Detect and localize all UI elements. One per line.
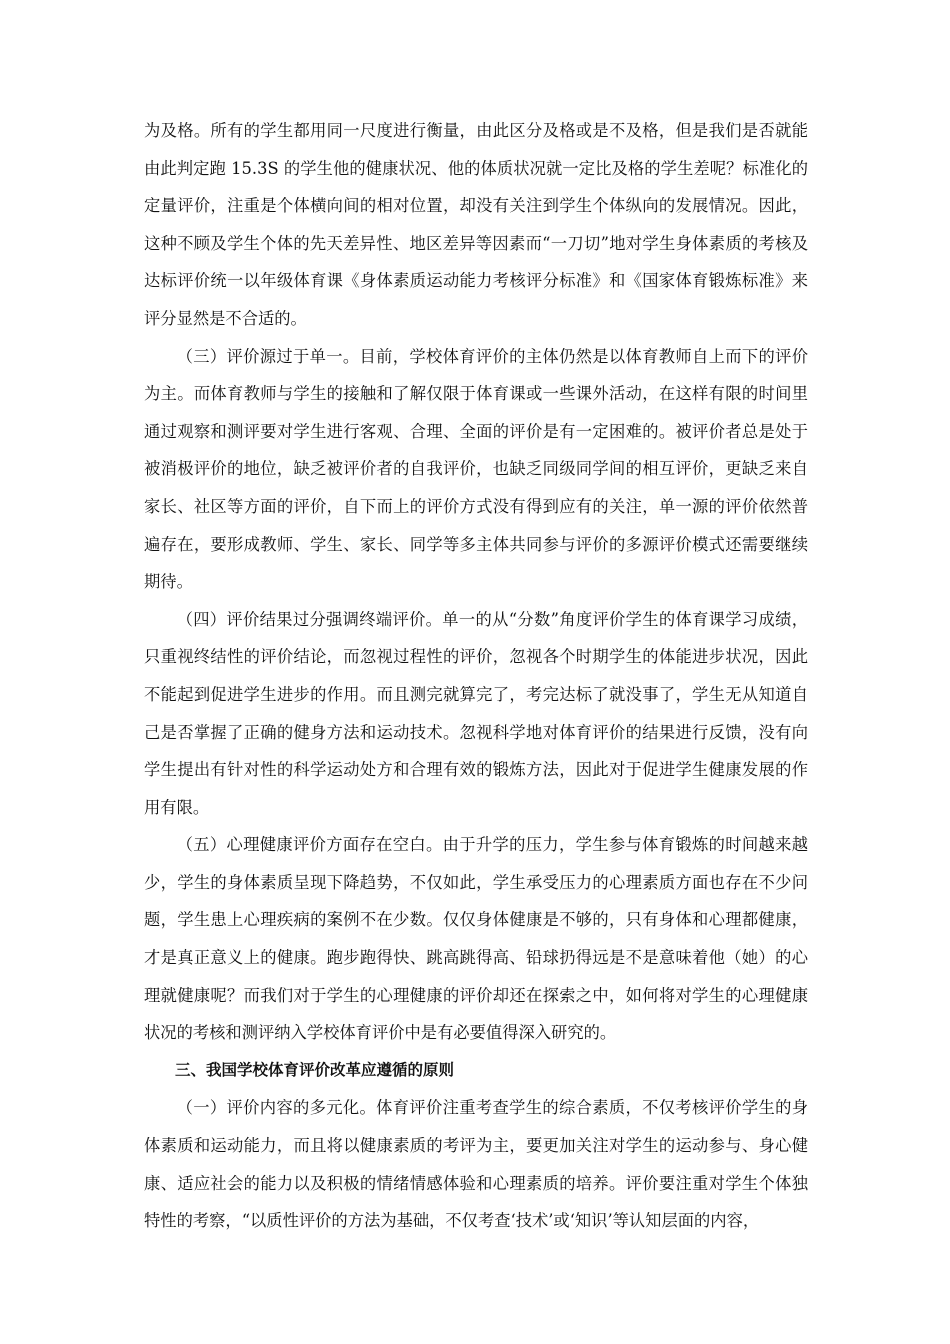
section-heading: 三、我国学校体育评价改革应遵循的原则	[175, 1060, 455, 1079]
paragraph-content-diversification: （一）评价内容的多元化。体育评价注重考查学生的综合素质，不仅考核评价学生的身体素质和运动能力，而且将以健康素质的考评为主，要更加关注对学生的运动参与、身心健康、适应社会的能力以及积极的情绪情感体验和心理素质的培养。评价要注重对学生个体独特性的考察，“以质性评价的方法为基础，不仅考查‘技术’或‘知识’等认知层面的内容，	[144, 1098, 808, 1231]
paragraph-mental-health: （五）心理健康评价方面存在空白。由于升学的压力，学生参与体育锻炼的时间越来越少，学生的身体素质呈现下降趋势，不仅如此，学生承受压力的心理素质方面也存在不少问题，学生患上心理疾病的案例不在少数。仅仅身体健康是不够的，只有身体和心理都健康，才是真正意义上的健康。跑步跑得快、跳高跳得高、铅球扔得远是不是意味着他（她）的心理就健康呢？而我们对于学生的心理健康的评价却还在探索之中，如何将对学生的心理健康状况的考核和测评纳入学校体育评价中是有必要值得深入研究的。	[144, 835, 808, 1043]
document-page	[144, 112, 808, 1240]
paragraph-evaluation-result: （四）评价结果过分强调终端评价。单一的从“分数”角度评价学生的体育课学习成绩，只重视终结性的评价结论，而忽视过程性的评价，忽视各个时期学生的体能进步状况，因此不能起到促进学生进步的作用。而且测完就算完了，考完达标了就没事了，学生无从知道自己是否掌握了正确的健身方法和运动技术。忽视科学地对体育评价的结果进行反馈，没有向学生提出有针对性的科学运动处方和合理有效的锻炼方法，因此对于促进学生健康发展的作用有限。	[144, 609, 808, 817]
paragraph-continued: 为及格。所有的学生都用同一尺度进行衡量，由此区分及格或是不及格，但是我们是否就能由此判定跑 15.3S 的学生他的健康状况、他的体质状况就一定比及格的学生差呢？标准化的定量评价，注重是个体横向间的相对位置，却没有关注到学生个体纵向的发展情况。因此，这种不顾及学生个体的先天差异性、地区差异等因素而“一刀切”地对学生身体素质的考核及达标评价统一以年级体育课《身体素质运动能力考核评分标准》和《国家体育锻炼标准》来评分显然是不合适的。	[144, 121, 808, 328]
paragraph-evaluation-source: （三）评价源过于单一。目前，学校体育评价的主体仍然是以体育教师自上而下的评价为主。而体育教师与学生的接触和了解仅限于体育课或一些课外活动，在这样有限的时间里通过观察和测评要对学生进行客观、合理、全面的评价是有一定困难的。被评价者总是处于被消极评价的地位，缺乏被评价者的自我评价，也缺乏同级同学间的相互评价，更缺乏来自家长、社区等方面的评价，自下而上的评价方式没有得到应有的关注，单一源的评价依然普遍存在，要形成教师、学生、家长、同学等多主体共同参与评价的多源评价模式还需要继续期待。	[144, 346, 808, 592]
